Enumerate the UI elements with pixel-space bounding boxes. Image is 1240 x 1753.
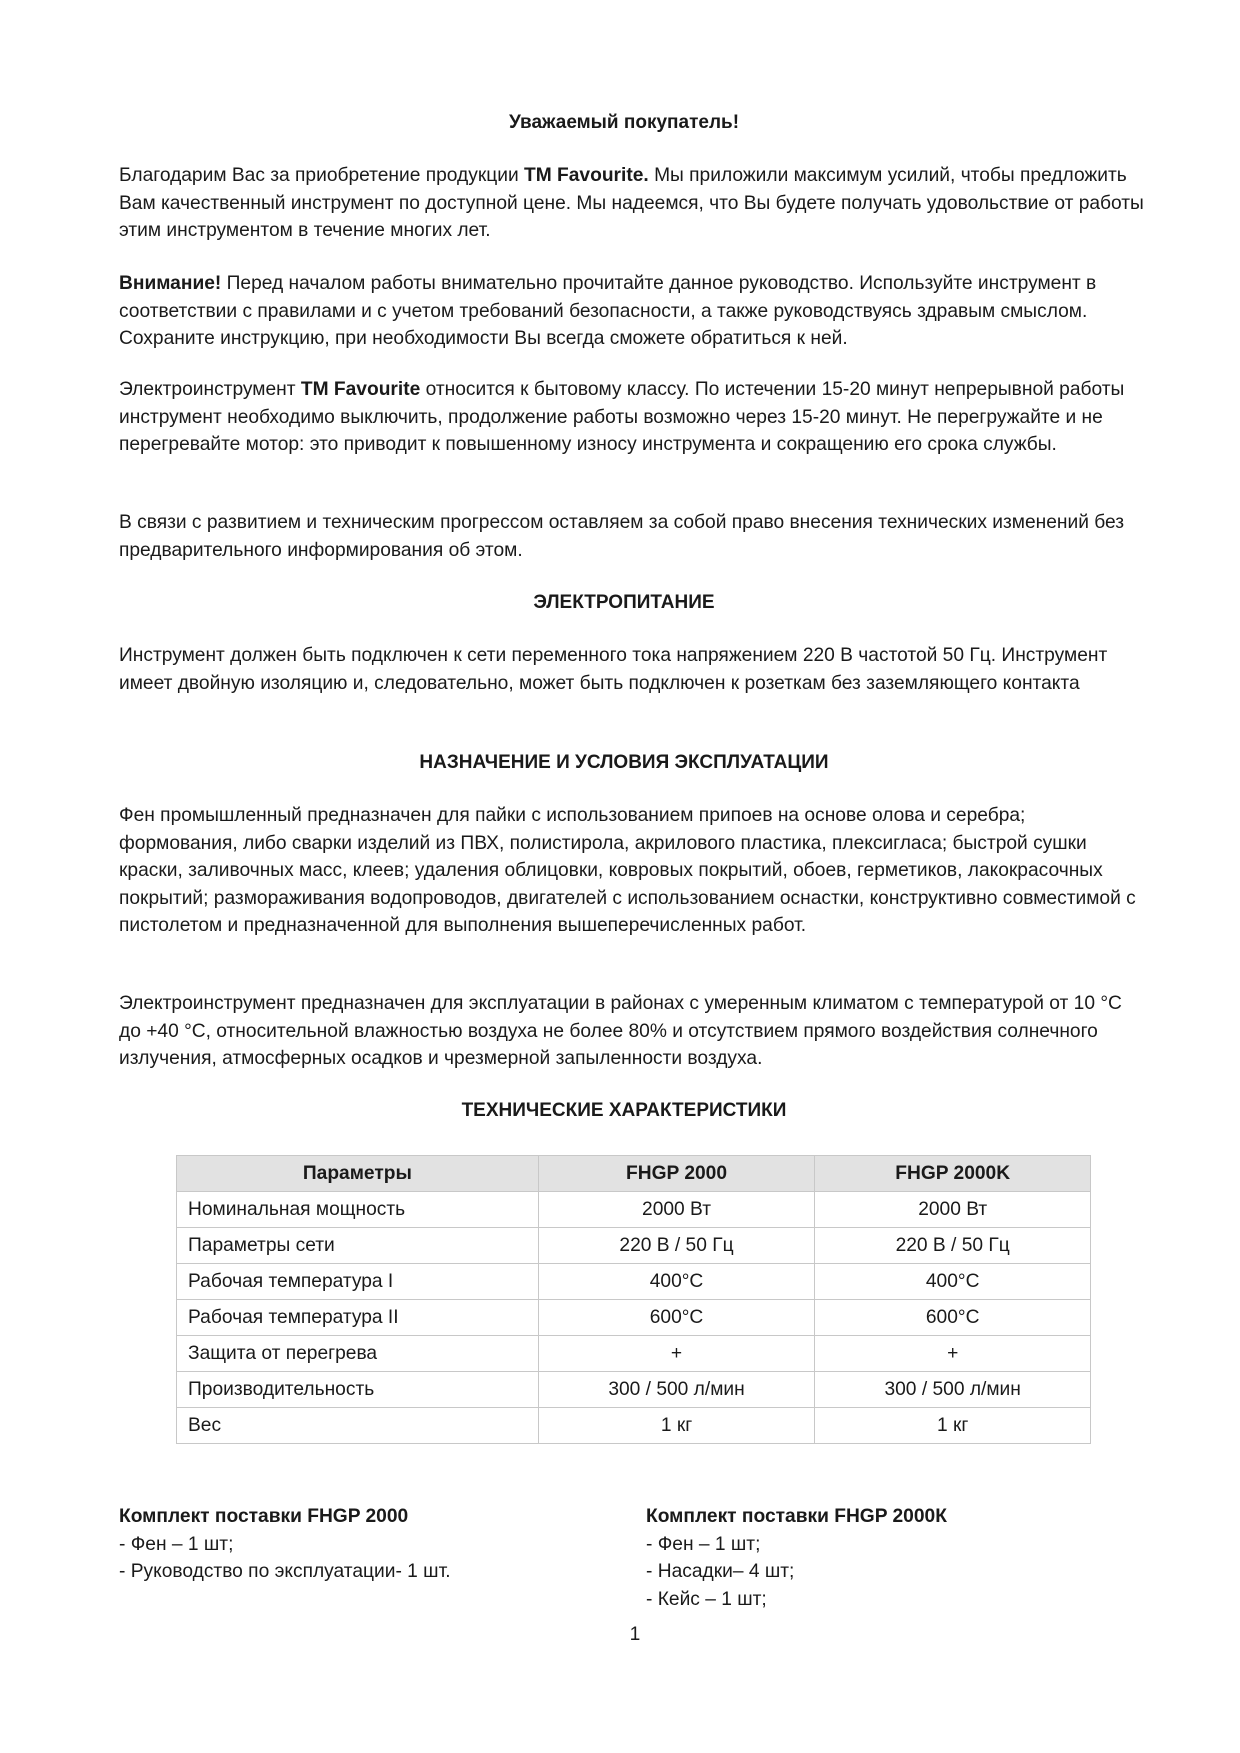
power-paragraph: Инструмент должен быть подключен к сети переменного тока напряжением 220 В частотой 50 Гц. Инструмент имеет двойную изоляцию и, следовательно, может быть подключен к розеткам без заземляющего контакта <box>119 645 1108 694</box>
spec-table <box>176 1155 1091 1444</box>
value-cell: 1 кг <box>538 1408 815 1444</box>
value-cell: 600°С <box>538 1300 815 1336</box>
table-row <box>177 1228 1091 1264</box>
kit-fhgp2000k <box>646 1503 947 1613</box>
value-cell: 220 В / 50 Гц <box>538 1228 815 1264</box>
value-cell: 400°С <box>538 1264 815 1300</box>
value-cell: + <box>538 1336 815 1372</box>
attention-label: Внимание! <box>119 273 222 294</box>
usage-class-paragraph <box>119 376 1149 459</box>
param-name-cell: Вес <box>177 1408 539 1444</box>
table-row <box>177 1408 1091 1444</box>
param-name-cell: Параметры сети <box>177 1228 539 1264</box>
greeting-heading: Уважаемый покупатель! <box>508 112 740 133</box>
page-number: 1 <box>629 1624 641 1645</box>
list-item: - Руководство по эксплуатации- 1 шт. <box>119 1561 451 1582</box>
value-cell: 1 кг <box>815 1408 1091 1444</box>
spec-heading: ТЕХНИЧЕСКИЕ ХАРАКТЕРИСТИКИ <box>461 1100 787 1121</box>
table-row <box>177 1336 1091 1372</box>
value-cell: 220 В / 50 Гц <box>815 1228 1091 1264</box>
table-row <box>177 1300 1091 1336</box>
list-item: - Кейс – 1 шт; <box>646 1588 767 1610</box>
value-cell: 2000 Вт <box>815 1192 1091 1228</box>
spec-header-cell: FHGP 2000K <box>815 1156 1091 1192</box>
list-item: - Насадки– 4 шт; <box>646 1561 795 1582</box>
kit-title: Комплект поставки FHGP 2000К <box>646 1506 947 1527</box>
usage-text-start: Электроинструмент <box>119 379 301 400</box>
param-name-cell: Производительность <box>177 1372 539 1408</box>
spec-header-cell: FHGP 2000 <box>538 1156 815 1192</box>
value-cell: 2000 Вт <box>538 1192 815 1228</box>
table-row <box>177 1264 1091 1300</box>
brand-name: ТМ Favourite <box>300 379 421 400</box>
power-heading: ЭЛЕКТРОПИТАНИЕ <box>533 592 715 613</box>
attention-paragraph <box>119 270 1149 353</box>
param-name-cell: Рабочая температура I <box>177 1264 539 1300</box>
intro-text-start: Благодарим Вас за приобретение продукции <box>119 165 524 186</box>
table-row <box>177 1372 1091 1408</box>
changes-paragraph: В связи с развитием и техническим прогрессом оставляем за собой право внесения технических изменений без предварительного информирования об этом. <box>119 512 1125 561</box>
param-name-cell: Защита от перегрева <box>177 1336 539 1372</box>
spec-header-row <box>177 1156 1091 1192</box>
climate-paragraph: Электроинструмент предназначен для эксплуатации в районах с умеренным климатом с температурой от 10 °С до +40 °С, относительной влажностью воздуха не более 80% и отсутствием прямого воздействия солнечного излучения, атмосферных осадков и чрезмерной запыленности воздуха. <box>119 993 1122 1069</box>
param-name-cell: Рабочая температура II <box>177 1300 539 1336</box>
usage-text-end: относится к бытовому классу. По истечении 15-20 минут непрерывной работы инструмент необходимо выключить, продолжение работы возможно через 15-20 минут. Не перегружайте и не перегревайте мотор: это приводит к повышенному износу инструмента и сокращению его срока службы. <box>119 379 1125 455</box>
kit-title: Комплект поставки FHGP 2000 <box>119 1506 409 1527</box>
value-cell: 300 / 500 л/мин <box>538 1372 815 1408</box>
purpose-paragraph: Фен промышленный предназначен для пайки с использованием припоев на основе олова и серебра; формования, либо сварки изделий из ПВХ, полистирола, акрилового пластика, плексигласа; быстрой сушки краски, заливочных масс, клеев; удаления облицовки, ковровых покрытий, обоев, герметиков, лакокрасочных покрытий; размораживания водопроводов, двигателей с использованием оснастки, конструктивно совместимой с пистолетом и предназначенной для выполнения вышеперечисленных работ. <box>119 805 1136 936</box>
table-row <box>177 1192 1091 1228</box>
spec-header-cell: Параметры <box>177 1156 539 1192</box>
param-name-cell: Номинальная мощность <box>177 1192 539 1228</box>
value-cell: 400°С <box>815 1264 1091 1300</box>
attention-text: Перед началом работы внимательно прочитайте данное руководство. Используйте инструмент в соответствии с правилами и с учетом требований безопасности, а также руководствуясь здравым смыслом. Сохраните инструкцию, при необходимости Вы всегда сможете обратиться к ней. <box>119 273 1097 349</box>
intro-text-end: Мы приложили максимум усилий, чтобы предложить Вам качественный инструмент по доступной цене. Мы надеемся, что Вы будете получать удовольствие от работы этим инструментом в течение многих лет. <box>119 165 1144 241</box>
value-cell: 300 / 500 л/мин <box>815 1372 1091 1408</box>
list-item: - Фен – 1 шт; <box>646 1533 761 1555</box>
value-cell: 600°С <box>815 1300 1091 1336</box>
value-cell: + <box>815 1336 1091 1372</box>
brand-name: ТМ Favourite. <box>524 165 649 186</box>
purpose-heading: НАЗНАЧЕНИЕ И УСЛОВИЯ ЭКСПЛУАТАЦИИ <box>419 752 829 773</box>
kit-fhgp2000 <box>119 1503 451 1586</box>
intro-paragraph <box>119 162 1149 245</box>
list-item: - Фен – 1 шт; <box>119 1533 234 1555</box>
